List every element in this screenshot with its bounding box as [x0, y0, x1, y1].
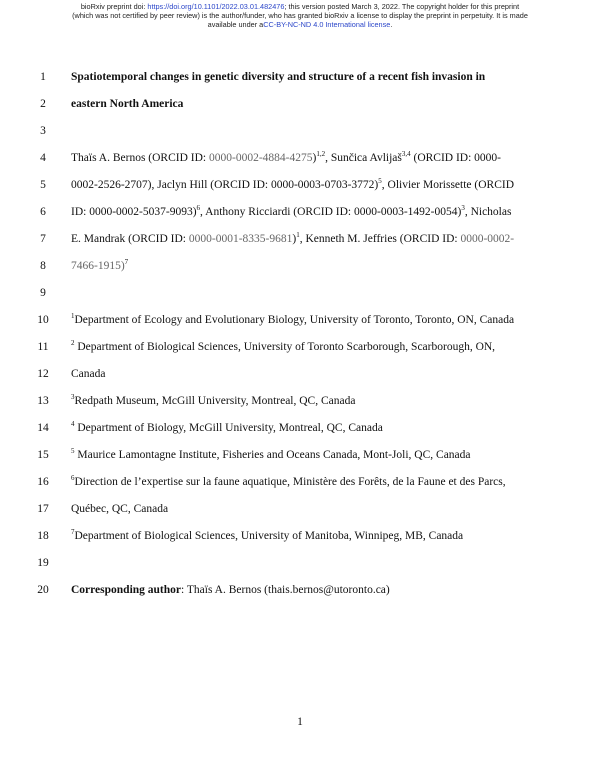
doi-link[interactable]: https://doi.org/10.1101/2022.03.01.482476	[147, 2, 285, 11]
paper-title-line-2: eastern North America	[71, 98, 184, 110]
line-number: 12	[37, 368, 49, 380]
authors-line-3: ID: 0000-0002-5037-9093)$^6$, Anthony Ricciardi (ORCID ID: 0000-0003-1492-0054)$^3$, Nicholas	[71, 204, 512, 218]
affiliation-2-continued: Canada	[71, 368, 106, 380]
header-line-1: bioRxiv preprint doi: https://doi.org/10.1101/2022.03.01.482476; this version posted March 3, 2022. The copyright holder for this preprint	[80, 2, 520, 11]
line-number: 1	[40, 71, 46, 83]
orcid-mandrak[interactable]: 0000-0001-8335-9681	[188, 233, 293, 245]
affiliation-2: $^2$ Department of Biological Sciences, University of Toronto Scarborough, Scarborough, ON,	[71, 339, 496, 353]
license-link[interactable]: CC-BY-NC-ND 4.0 International license	[263, 20, 391, 29]
manuscript-line	[0, 70, 600, 90]
line-number: 9	[40, 287, 46, 299]
manuscript-line	[0, 502, 600, 522]
affiliation-6-continued: Québec, QC, Canada	[71, 503, 169, 515]
line-number: 7	[40, 233, 46, 245]
line-number: 2	[40, 98, 46, 110]
line-number: 5	[40, 179, 46, 191]
manuscript-line	[0, 421, 600, 441]
header-line-3: available under aCC-BY-NC-ND 4.0 International license.	[207, 20, 393, 29]
manuscript-line	[0, 583, 600, 603]
line-number: 6	[40, 206, 46, 218]
authors-line-5: 7466-1915)$^7$	[71, 258, 129, 272]
affiliation-7: $^7$Department of Biological Sciences, University of Manitoba, Winnipeg, MB, Canada	[71, 528, 464, 542]
line-number: 10	[37, 314, 49, 326]
header-line-2: (which was not certified by peer review) is the author/funder, who has granted bioRxiv a license to display the preprint in perpetuity. It is made	[72, 11, 528, 20]
line-number: 18	[37, 530, 49, 542]
authors-line-1: Thaïs A. Bernos (ORCID ID: 0000-0002-4884-4275)$^{1,2}$, Sunčica Avlijaš$^{3,4}$ (ORCID ID: 0000-	[71, 150, 502, 164]
manuscript-line	[0, 97, 600, 117]
manuscript-line	[0, 529, 600, 549]
orcid-jeffries-part-2[interactable]: 7466-1915)	[71, 260, 125, 272]
manuscript-line	[0, 340, 600, 360]
line-number: 11	[37, 341, 49, 353]
affiliation-1: $^1$Department of Ecology and Evolutionary Biology, University of Toronto, Toronto, ON, Canada	[71, 312, 515, 326]
line-number: 17	[37, 503, 49, 515]
manuscript-line	[0, 259, 600, 279]
manuscript-line	[0, 475, 600, 495]
manuscript-line	[0, 205, 600, 225]
manuscript-line	[0, 313, 600, 333]
affiliation-6: $^6$Direction de l’expertise sur la faune aquatique, Ministère des Forêts, de la Faune et des Parcs,	[71, 474, 506, 488]
manuscript-line	[0, 556, 600, 576]
line-number: 15	[37, 449, 49, 461]
manuscript-line	[0, 178, 600, 198]
line-number: 4	[40, 152, 46, 164]
corresponding-author: Corresponding author: Thaïs A. Bernos (thais.bernos@utoronto.ca)	[71, 584, 390, 596]
corresponding-author-label: Corresponding author	[71, 584, 182, 596]
manuscript-line	[0, 151, 600, 171]
page-number: 1	[297, 716, 303, 728]
authors-line-4: E. Mandrak (ORCID ID: 0000-0001-8335-9681)$^1$, Kenneth M. Jeffries (ORCID ID: 0000-0002-	[71, 231, 515, 245]
line-number: 13	[37, 395, 49, 407]
line-number: 8	[40, 260, 46, 272]
line-number: 16	[37, 476, 49, 488]
affiliation-5: $^5$ Maurice Lamontagne Institute, Fisheries and Oceans Canada, Mont-Joli, QC, Canada	[71, 447, 471, 461]
manuscript-line	[0, 367, 600, 387]
manuscript-line	[0, 124, 600, 144]
manuscript-line	[0, 232, 600, 252]
line-number: 20	[37, 584, 49, 596]
manuscript-line	[0, 448, 600, 468]
orcid-jeffries-part-1[interactable]: 0000-0002-	[460, 233, 515, 245]
line-number: 3	[40, 125, 46, 137]
authors-line-2: 0002-2526-2707), Jaclyn Hill (ORCID ID: 0000-0003-0703-3772)$^5$, Olivier Morissette (ORCID	[71, 177, 514, 191]
affiliation-3: $^3$Redpath Museum, McGill University, Montreal, QC, Canada	[71, 393, 356, 407]
preprint-header	[30, 2, 570, 29]
paper-title-line-1: Spatiotemporal changes in genetic diversity and structure of a recent fish invasion in	[71, 71, 486, 83]
manuscript-line	[0, 394, 600, 414]
orcid-bernos[interactable]: 0000-0002-4884-4275	[209, 152, 313, 164]
manuscript-line	[0, 286, 600, 306]
line-number: 19	[37, 557, 49, 569]
affiliation-4: $^4$ Department of Biology, McGill University, Montreal, QC, Canada	[71, 420, 383, 434]
line-number: 14	[37, 422, 49, 434]
